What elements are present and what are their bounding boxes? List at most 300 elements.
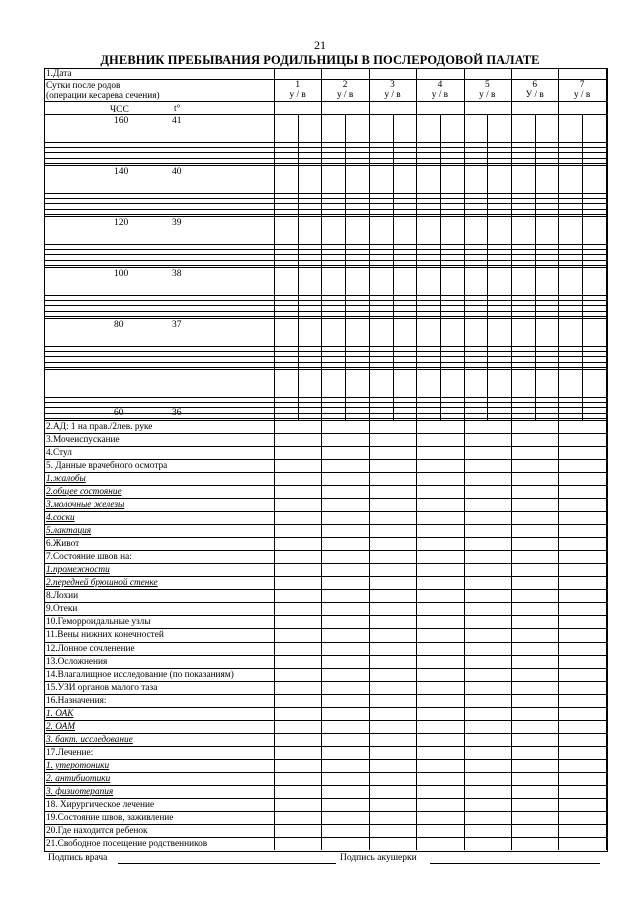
- row-label: 19.Состояние швов, заживление: [46, 812, 174, 823]
- vertical-rule: [464, 498, 465, 511]
- horizontal-rule: [44, 811, 606, 812]
- vertical-rule: [416, 589, 417, 602]
- horizontal-rule: [44, 524, 606, 525]
- row-label: 10.Геморроидальные узлы: [46, 617, 151, 628]
- horizontal-rule: [44, 244, 606, 245]
- vertical-rule: [606, 642, 607, 655]
- vertical-rule: [274, 498, 275, 511]
- vertical-rule: [606, 602, 607, 615]
- vertical-rule: [511, 511, 512, 524]
- vertical-rule: [321, 511, 322, 524]
- vertical-rule: [511, 615, 512, 628]
- vertical-rule: [558, 681, 559, 694]
- vertical-rule: [416, 733, 417, 746]
- vertical-rule: [321, 485, 322, 498]
- vertical-rule: [606, 472, 607, 485]
- vertical-rule: [321, 772, 322, 785]
- vertical-rule: [274, 707, 275, 720]
- vertical-rule: [606, 655, 607, 668]
- vertical-rule: [321, 694, 322, 707]
- horizontal-rule: [44, 249, 606, 250]
- horizontal-rule: [44, 681, 606, 682]
- heart-rate-tick: 100: [114, 269, 129, 279]
- vertical-rule: [369, 433, 370, 446]
- vertical-rule: [558, 550, 559, 563]
- vertical-rule: [274, 550, 275, 563]
- horizontal-rule: [44, 316, 606, 317]
- vertical-rule: [511, 837, 512, 850]
- row-label: 21.Свободное посещение родственников: [46, 838, 208, 849]
- vertical-rule: [558, 433, 559, 446]
- vertical-rule: [606, 681, 607, 694]
- day-number-6: 6: [532, 80, 538, 90]
- doctor-signature-label: Подпись врача: [48, 853, 108, 863]
- vertical-rule: [464, 563, 465, 576]
- horizontal-rule: [44, 720, 606, 721]
- vertical-rule: [511, 759, 512, 772]
- vertical-rule: [606, 589, 607, 602]
- vertical-rule: [369, 563, 370, 576]
- vertical-rule: [416, 537, 417, 550]
- vertical-rule: [274, 420, 275, 433]
- vertical-rule: [606, 772, 607, 785]
- vertical-rule: [558, 837, 559, 850]
- vertical-rule: [274, 563, 275, 576]
- vertical-rule: [606, 615, 607, 628]
- vertical-rule: [274, 655, 275, 668]
- vertical-rule: [511, 524, 512, 537]
- vertical-rule: [606, 798, 607, 811]
- vertical-rule: [369, 524, 370, 537]
- doctor-signature-line[interactable]: [118, 863, 336, 864]
- horizontal-rule: [44, 402, 606, 403]
- vertical-rule: [274, 459, 275, 472]
- vertical-rule: [606, 537, 607, 550]
- vertical-rule: [416, 498, 417, 511]
- horizontal-rule: [44, 413, 606, 414]
- vertical-rule: [416, 837, 417, 850]
- vertical-rule: [369, 785, 370, 798]
- vertical-rule: [369, 615, 370, 628]
- vertical-rule: [369, 746, 370, 759]
- row-label: 2.АД: 1 на прав./2лев. руке: [46, 422, 153, 432]
- vertical-rule: [606, 746, 607, 759]
- vertical-rule: [274, 485, 275, 498]
- vertical-rule: [511, 811, 512, 824]
- vertical-rule: [416, 681, 417, 694]
- heart-rate-tick: 80: [114, 320, 124, 330]
- vertical-rule: [511, 668, 512, 681]
- vertical-rule: [369, 694, 370, 707]
- vertical-rule: [274, 537, 275, 550]
- vertical-rule: [416, 628, 417, 641]
- vertical-rule: [416, 524, 417, 537]
- row-label: 6.Живот: [46, 539, 80, 550]
- vertical-rule: [369, 668, 370, 681]
- day-number-7: 7: [579, 80, 585, 90]
- midwife-signature-label: Подпись акушерки: [340, 853, 417, 863]
- vertical-rule: [274, 628, 275, 641]
- heart-rate-header: ЧСС: [110, 105, 129, 115]
- vertical-rule: [464, 837, 465, 850]
- heart-rate-tick: 60: [114, 408, 124, 418]
- vertical-rule: [606, 759, 607, 772]
- vertical-rule: [274, 681, 275, 694]
- day-shift-7: у / в: [573, 90, 591, 100]
- vertical-rule: [321, 720, 322, 733]
- vertical-rule: [274, 811, 275, 824]
- vertical-rule: [558, 615, 559, 628]
- vertical-rule: [321, 628, 322, 641]
- vertical-rule: [558, 694, 559, 707]
- vertical-rule: [274, 798, 275, 811]
- horizontal-rule: [44, 407, 606, 408]
- vertical-rule: [416, 655, 417, 668]
- day-number-3: 3: [390, 80, 395, 90]
- vertical-rule: [274, 642, 275, 655]
- vertical-rule: [558, 602, 559, 615]
- vertical-rule: [369, 759, 370, 772]
- day-number-5: 5: [484, 80, 490, 90]
- vertical-rule: [416, 602, 417, 615]
- page-title: ДНЕВНИК ПРЕБЫВАНИЯ РОДИЛЬНИЦЫ В ПОСЛЕРОДОВОЙ ПАЛАТЕ: [100, 53, 540, 67]
- horizontal-rule: [44, 707, 606, 708]
- vertical-rule: [511, 824, 512, 837]
- vertical-rule: [464, 681, 465, 694]
- vertical-rule: [416, 707, 417, 720]
- horizontal-rule: [44, 772, 606, 773]
- vertical-rule: [369, 420, 370, 433]
- row-label: 14.Влагалищное исследование (по показаниям): [46, 669, 234, 680]
- vertical-rule: [274, 511, 275, 524]
- horizontal-rule: [44, 114, 606, 115]
- vertical-rule: [369, 837, 370, 850]
- vertical-rule: [606, 485, 607, 498]
- day-number-4: 4: [437, 80, 443, 90]
- vertical-rule: [511, 459, 512, 472]
- vertical-rule: [464, 589, 465, 602]
- vertical-rule: [558, 811, 559, 824]
- vertical-rule: [511, 772, 512, 785]
- vertical-rule: [369, 798, 370, 811]
- vertical-rule: [416, 720, 417, 733]
- vertical-rule: [464, 798, 465, 811]
- vertical-rule: [321, 498, 322, 511]
- horizontal-rule: [44, 369, 606, 370]
- vertical-rule: [558, 485, 559, 498]
- row-label: 4.Стул: [46, 448, 72, 459]
- vertical-rule: [416, 446, 417, 459]
- vertical-rule: [369, 485, 370, 498]
- postpartum-days-label: Сутки после родов: [46, 81, 121, 91]
- vertical-rule: [321, 472, 322, 485]
- horizontal-rule: [44, 472, 606, 473]
- horizontal-rule: [44, 459, 606, 460]
- vertical-rule: [558, 746, 559, 759]
- vertical-rule: [464, 785, 465, 798]
- vertical-rule: [416, 746, 417, 759]
- vertical-rule: [558, 720, 559, 733]
- temperature-header: t°: [174, 104, 181, 114]
- vertical-rule: [321, 576, 322, 589]
- vertical-rule: [464, 759, 465, 772]
- vertical-rule: [416, 576, 417, 589]
- vertical-rule: [321, 615, 322, 628]
- horizontal-rule: [44, 563, 606, 564]
- vertical-rule: [558, 655, 559, 668]
- vertical-rule: [416, 642, 417, 655]
- horizontal-rule: [44, 615, 606, 616]
- temperature-tick: 41: [172, 116, 182, 126]
- horizontal-rule: [44, 300, 606, 301]
- vertical-rule: [511, 433, 512, 446]
- temperature-tick: 37: [172, 320, 182, 330]
- row-label: 2.общее состояние: [46, 487, 122, 498]
- vertical-rule: [606, 511, 607, 524]
- vertical-rule: [464, 420, 465, 433]
- vertical-rule: [511, 628, 512, 641]
- vertical-rule: [321, 733, 322, 746]
- vertical-rule: [274, 446, 275, 459]
- horizontal-rule: [44, 101, 606, 102]
- vertical-rule: [464, 733, 465, 746]
- vertical-rule: [606, 446, 607, 459]
- vertical-rule: [511, 589, 512, 602]
- vertical-rule: [274, 694, 275, 707]
- vertical-rule: [464, 720, 465, 733]
- horizontal-rule: [44, 420, 606, 421]
- horizontal-rule: [44, 209, 606, 210]
- horizontal-rule: [44, 550, 606, 551]
- horizontal-rule: [44, 198, 606, 199]
- vertical-rule: [511, 785, 512, 798]
- horizontal-rule: [44, 203, 606, 204]
- vertical-rule: [464, 615, 465, 628]
- vertical-rule: [606, 837, 607, 850]
- row-label: 1. утеротоники: [46, 760, 110, 771]
- temperature-tick: 36: [172, 408, 182, 418]
- row-label: 17.Лечение:: [46, 747, 94, 758]
- vertical-rule: [464, 511, 465, 524]
- vertical-rule: [558, 668, 559, 681]
- vertical-rule: [274, 524, 275, 537]
- vertical-rule: [321, 811, 322, 824]
- vertical-rule: [369, 459, 370, 472]
- vertical-rule: [369, 707, 370, 720]
- vertical-rule: [558, 459, 559, 472]
- horizontal-rule: [44, 511, 606, 512]
- vertical-rule: [369, 642, 370, 655]
- row-label: 11.Вены нижних конечностей: [46, 630, 164, 641]
- vertical-rule: [416, 615, 417, 628]
- vertical-rule: [558, 772, 559, 785]
- vertical-rule: [606, 668, 607, 681]
- horizontal-rule: [44, 798, 606, 799]
- vertical-rule: [369, 498, 370, 511]
- vertical-rule: [416, 459, 417, 472]
- row-label: 1.промежности: [46, 565, 110, 576]
- day-shift-1: у / в: [289, 90, 306, 100]
- temperature-tick: 38: [172, 269, 182, 279]
- vertical-rule: [416, 798, 417, 811]
- vertical-rule: [274, 824, 275, 837]
- vertical-rule: [321, 602, 322, 615]
- day-shift-4: у / в: [431, 90, 449, 100]
- vertical-rule: [511, 537, 512, 550]
- temperature-tick: 39: [172, 218, 182, 228]
- row-label: 5. Данные врачебного осмотра: [46, 461, 168, 472]
- vertical-rule: [464, 537, 465, 550]
- vertical-rule: [321, 668, 322, 681]
- vertical-rule: [511, 655, 512, 668]
- vertical-rule: [321, 589, 322, 602]
- vertical-rule: [369, 472, 370, 485]
- vertical-rule: [558, 707, 559, 720]
- vertical-rule: [464, 668, 465, 681]
- vertical-rule: [369, 446, 370, 459]
- vertical-rule: [321, 446, 322, 459]
- vertical-rule: [464, 746, 465, 759]
- vertical-rule: [416, 811, 417, 824]
- horizontal-rule: [44, 214, 606, 215]
- horizontal-rule: [44, 346, 606, 347]
- vertical-rule: [369, 550, 370, 563]
- temperature-tick: 40: [172, 167, 182, 177]
- vertical-rule: [511, 798, 512, 811]
- vertical-rule: [606, 628, 607, 641]
- day-shift-3: у / в: [384, 90, 401, 100]
- vertical-rule: [416, 472, 417, 485]
- vertical-rule: [511, 485, 512, 498]
- vertical-rule: [464, 642, 465, 655]
- cesarean-days-label: (операции кесарева сечения): [46, 91, 160, 101]
- vertical-rule: [369, 772, 370, 785]
- vertical-rule: [369, 811, 370, 824]
- vertical-rule: [464, 433, 465, 446]
- vertical-rule: [274, 785, 275, 798]
- vertical-rule: [606, 420, 607, 433]
- vertical-rule: [369, 511, 370, 524]
- row-label: 13.Осложнения: [46, 656, 108, 667]
- horizontal-rule: [44, 485, 606, 486]
- vertical-rule: [464, 694, 465, 707]
- row-label: 18. Хирургическое лечение: [46, 799, 155, 810]
- horizontal-rule: [44, 446, 606, 447]
- vertical-rule: [464, 524, 465, 537]
- vertical-rule: [606, 733, 607, 746]
- vertical-rule: [511, 733, 512, 746]
- row-label: 12.Лонное сочленение: [46, 643, 135, 654]
- vertical-rule: [321, 459, 322, 472]
- vertical-rule: [416, 420, 417, 433]
- vertical-rule: [321, 524, 322, 537]
- row-label: 2. ОАМ: [46, 721, 75, 732]
- horizontal-rule: [44, 216, 606, 217]
- vertical-rule: [464, 485, 465, 498]
- vertical-rule: [511, 602, 512, 615]
- horizontal-rule: [44, 733, 606, 734]
- vertical-rule: [511, 550, 512, 563]
- vertical-rule: [416, 511, 417, 524]
- horizontal-rule: [44, 356, 606, 357]
- horizontal-rule: [44, 433, 606, 434]
- vertical-rule: [369, 537, 370, 550]
- vertical-rule: [606, 459, 607, 472]
- vertical-rule: [416, 824, 417, 837]
- vertical-rule: [606, 785, 607, 798]
- vertical-rule: [416, 785, 417, 798]
- vertical-rule: [369, 628, 370, 641]
- vertical-rule: [464, 655, 465, 668]
- horizontal-rule: [44, 694, 606, 695]
- vertical-rule: [416, 485, 417, 498]
- day-number-1: 1: [295, 80, 301, 90]
- vertical-rule: [274, 615, 275, 628]
- vertical-rule: [321, 707, 322, 720]
- horizontal-rule: [44, 837, 606, 838]
- vertical-rule: [606, 498, 607, 511]
- vertical-rule: [606, 563, 607, 576]
- vertical-rule: [558, 576, 559, 589]
- horizontal-rule: [44, 152, 606, 153]
- vertical-rule: [321, 798, 322, 811]
- midwife-signature-line[interactable]: [430, 863, 600, 864]
- vertical-rule: [606, 524, 607, 537]
- vertical-rule: [321, 681, 322, 694]
- day-shift-2: у / в: [336, 90, 354, 100]
- vertical-rule: [464, 576, 465, 589]
- horizontal-rule: [44, 537, 606, 538]
- vertical-rule: [369, 576, 370, 589]
- heart-rate-tick: 140: [114, 167, 129, 177]
- day-shift-6: У / в: [525, 90, 544, 100]
- vertical-rule: [274, 433, 275, 446]
- horizontal-rule: [44, 602, 606, 603]
- vertical-rule: [321, 824, 322, 837]
- horizontal-rule: [44, 759, 606, 760]
- vertical-rule: [274, 720, 275, 733]
- vertical-rule: [274, 772, 275, 785]
- vertical-rule: [558, 798, 559, 811]
- vertical-rule: [464, 824, 465, 837]
- vertical-rule: [274, 668, 275, 681]
- vertical-rule: [558, 563, 559, 576]
- day-shift-5: у / в: [479, 90, 496, 100]
- horizontal-rule: [44, 498, 606, 499]
- vertical-rule: [369, 720, 370, 733]
- horizontal-rule: [44, 147, 606, 148]
- vertical-rule: [369, 733, 370, 746]
- horizontal-rule: [44, 318, 606, 319]
- horizontal-rule: [44, 165, 606, 166]
- vertical-rule: [606, 811, 607, 824]
- row-label: 7.Состояние швов на:: [46, 552, 132, 563]
- horizontal-rule: [44, 785, 606, 786]
- horizontal-rule: [44, 163, 606, 164]
- row-label: 1.жалобы: [46, 474, 86, 485]
- vertical-rule: [321, 642, 322, 655]
- vertical-rule: [558, 759, 559, 772]
- vertical-rule: [558, 498, 559, 511]
- horizontal-rule: [44, 193, 606, 194]
- horizontal-rule: [44, 642, 606, 643]
- horizontal-rule: [44, 397, 606, 398]
- vertical-rule: [511, 420, 512, 433]
- day-number-2: 2: [342, 80, 348, 90]
- horizontal-rule: [44, 254, 606, 255]
- vertical-rule: [606, 720, 607, 733]
- horizontal-rule: [44, 305, 606, 306]
